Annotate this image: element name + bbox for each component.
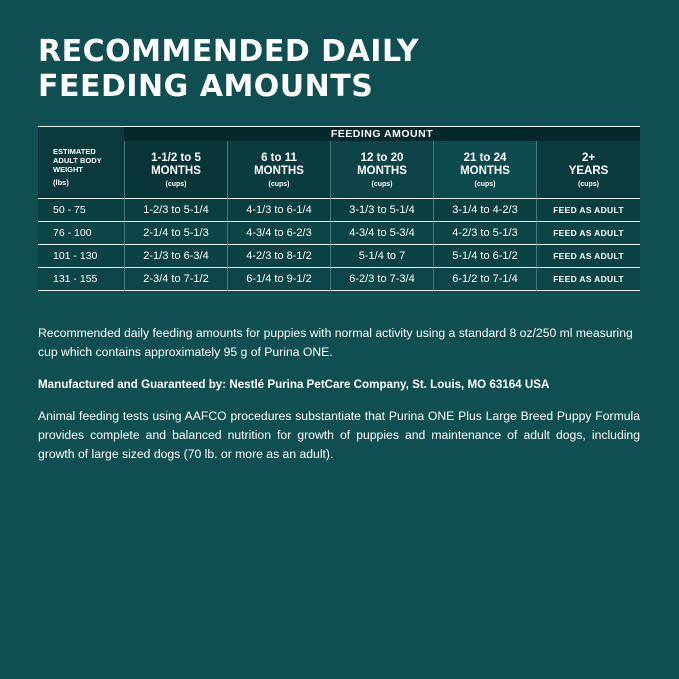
age-label: MONTHS xyxy=(254,164,304,177)
weight-header-line: ESTIMATED xyxy=(53,147,96,156)
age-label: YEARS xyxy=(568,164,609,177)
amount-cell: 6-2/3 to 7-3/4 xyxy=(330,268,433,291)
amount-cell: 2-3/4 to 7-1/2 xyxy=(124,268,227,291)
age-unit: (cups) xyxy=(165,180,187,188)
title-line-1: RECOMMENDED DAILY xyxy=(38,34,420,69)
age-column-header xyxy=(536,141,640,199)
amount-cell: 4-2/3 to 8-1/2 xyxy=(227,245,330,268)
weight-header-unit: (lbs) xyxy=(53,178,69,187)
age-column-header xyxy=(124,141,227,199)
age-label: MONTHS xyxy=(151,164,201,177)
page-title xyxy=(38,34,638,104)
age-label: 2+ xyxy=(581,151,596,164)
amount-cell: FEED AS ADULT xyxy=(536,222,640,245)
aafco-statement: Animal feeding tests using AAFCO procedures substantiate that Purina ONE Plus Large Breed Puppy Formula provides complete and balanced nutrition for growth of puppies and maintenance of adult dogs, including growth of large sized dogs (70 lb. or more as an adult). xyxy=(38,409,640,461)
title-line-2: FEEDING AMOUNTS xyxy=(38,69,374,104)
age-column-header xyxy=(330,141,433,199)
age-label: 6 to 11 xyxy=(261,151,297,164)
amount-cell: FEED AS ADULT xyxy=(536,245,640,268)
weight-header-line: WEIGHT xyxy=(53,165,83,174)
age-label: 12 to 20 xyxy=(360,151,404,164)
feeding-table xyxy=(38,126,640,291)
age-label: 1-1/2 to 5 xyxy=(151,151,201,164)
amount-cell: 4-3/4 to 5-3/4 xyxy=(330,222,433,245)
amount-cell: 2-1/3 to 6-3/4 xyxy=(124,245,227,268)
amount-cell: 5-1/4 to 7 xyxy=(330,245,433,268)
table-column-header-row xyxy=(38,141,640,199)
amount-cell: 6-1/4 to 9-1/2 xyxy=(227,268,330,291)
amount-cell: 4-3/4 to 6-2/3 xyxy=(227,222,330,245)
age-column-header xyxy=(227,141,330,199)
age-unit: (cups) xyxy=(474,180,496,188)
amount-cell: 1-2/3 to 5-1/4 xyxy=(124,199,227,222)
weight-cell: 101 - 130 xyxy=(38,245,124,268)
table-row xyxy=(38,268,640,291)
table-corner xyxy=(38,126,124,141)
age-column-header xyxy=(433,141,536,199)
table-row xyxy=(38,222,640,245)
amount-cell: 6-1/2 to 7-1/4 xyxy=(433,268,536,291)
age-unit: (cups) xyxy=(371,180,393,188)
table-row xyxy=(38,245,640,268)
amount-cell: 4-1/3 to 6-1/4 xyxy=(227,199,330,222)
amount-cell: FEED AS ADULT xyxy=(536,199,640,222)
table-row xyxy=(38,199,640,222)
amount-cell: 4-2/3 to 5-1/3 xyxy=(433,222,536,245)
amount-cell: 3-1/3 to 5-1/4 xyxy=(330,199,433,222)
amount-cell: FEED AS ADULT xyxy=(536,268,640,291)
weight-cell: 131 - 155 xyxy=(38,268,124,291)
age-label: 21 to 24 xyxy=(463,151,507,164)
amount-cell: 3-1/4 to 4-2/3 xyxy=(433,199,536,222)
table-group-header-row xyxy=(38,126,640,141)
weight-header-line: ADULT BODY xyxy=(53,156,102,165)
amount-cell: 2-1/4 to 5-1/3 xyxy=(124,222,227,245)
recommendation-note: Recommended daily feeding amounts for puppies with normal activity using a standard 8 oz/250 ml measuring cup which contains approximately 95 g of Purina ONE. xyxy=(38,326,633,359)
weight-cell: 76 - 100 xyxy=(38,222,124,245)
amount-cell: 5-1/4 to 6-1/2 xyxy=(433,245,536,268)
age-unit: (cups) xyxy=(268,180,290,188)
age-unit: (cups) xyxy=(578,180,599,188)
age-label: MONTHS xyxy=(357,164,407,177)
age-label: MONTHS xyxy=(460,164,510,177)
feeding-amount-header: FEEDING AMOUNT xyxy=(124,126,640,141)
weight-column-header xyxy=(38,141,124,199)
weight-cell: 50 - 75 xyxy=(38,199,124,222)
manufacturer-note: Manufactured and Guaranteed by: Nestlé Purina PetCare Company, St. Louis, MO 63164 USA xyxy=(38,378,550,391)
